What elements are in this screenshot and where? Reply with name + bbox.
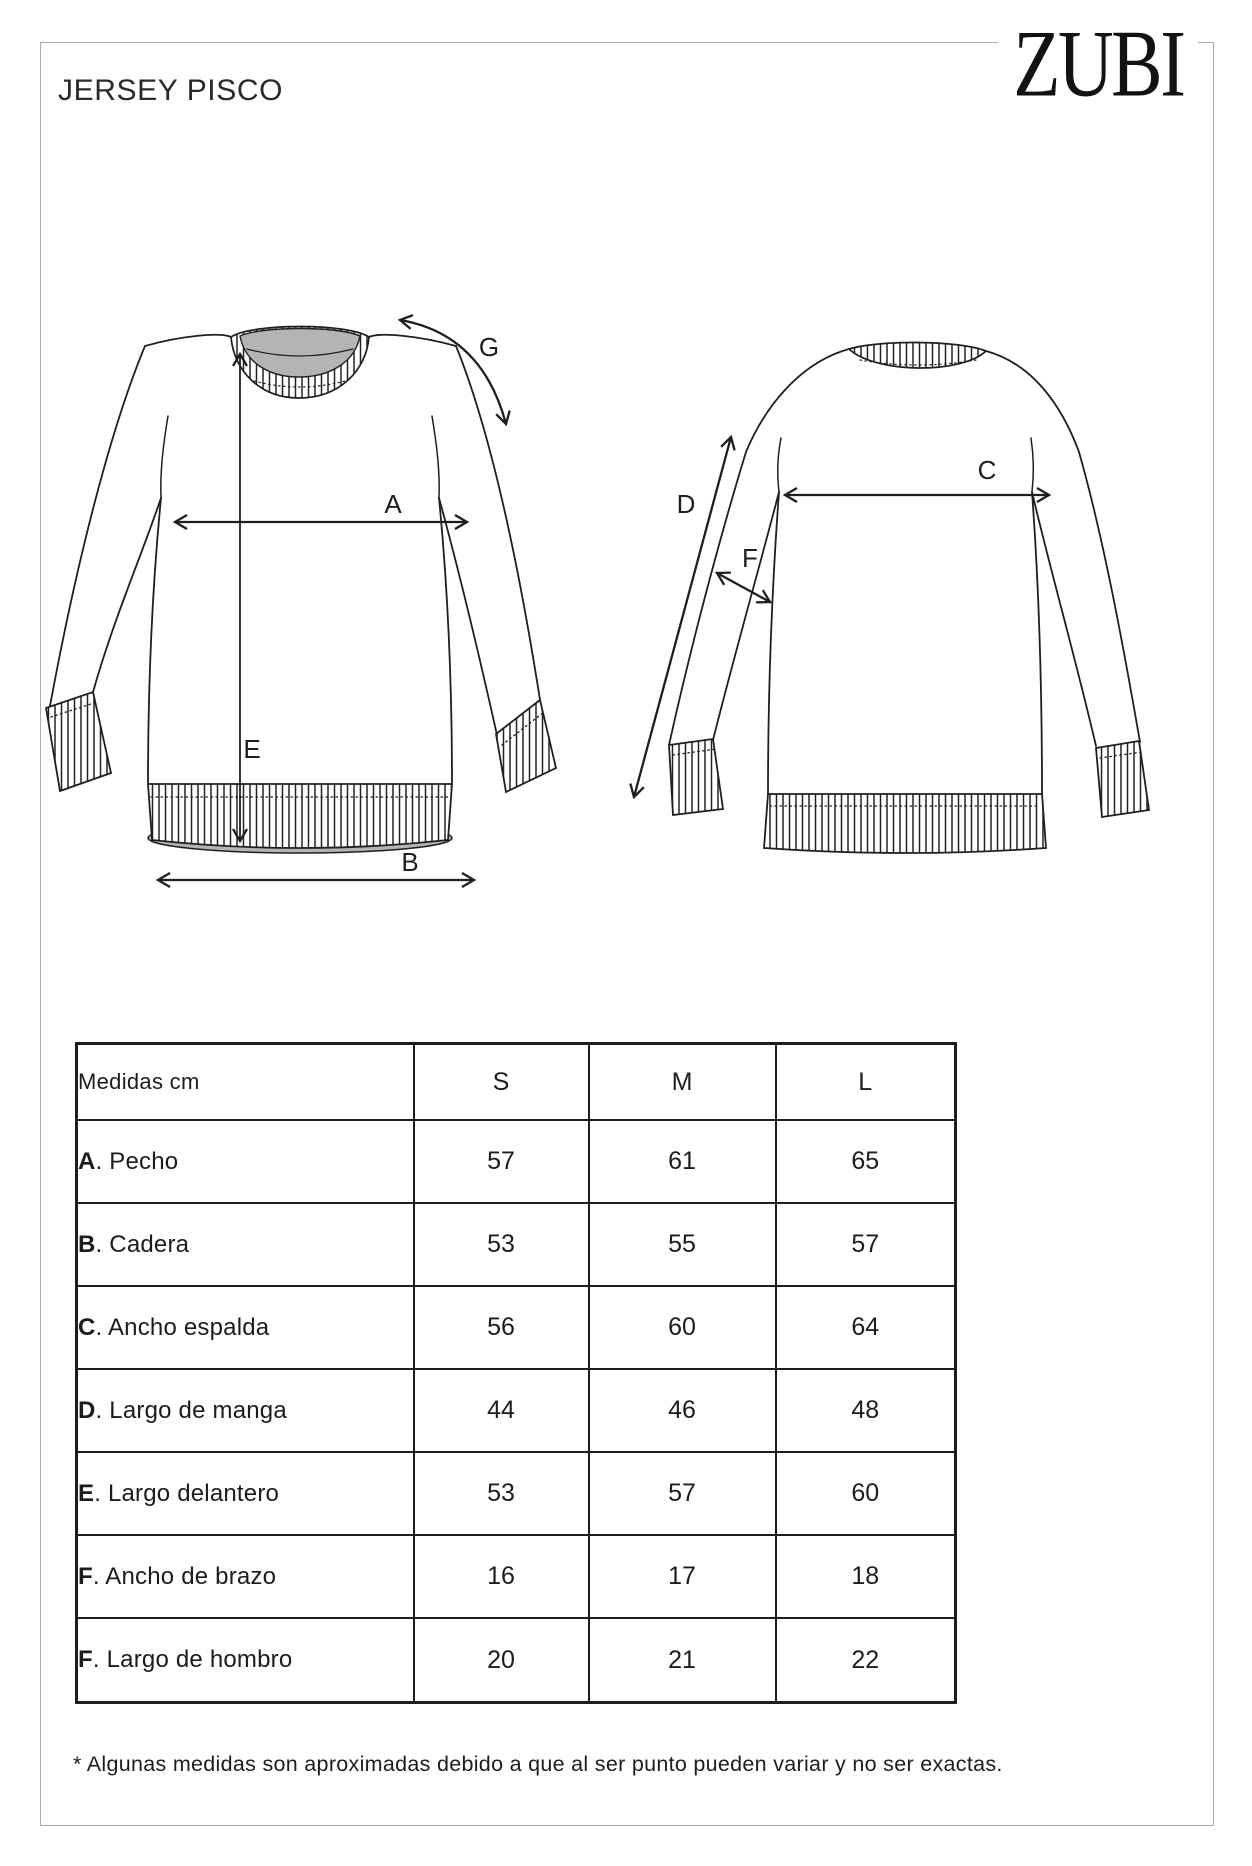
table-row bbox=[77, 1120, 956, 1203]
table-row bbox=[77, 1535, 956, 1618]
brand-logo bbox=[998, 8, 1198, 117]
value-cell: 55 bbox=[589, 1203, 776, 1286]
row-label-ancho-brazo: F. Ancho de brazo bbox=[77, 1535, 414, 1618]
dim-arrow-F bbox=[717, 573, 770, 602]
row-label-largo-hombro: F. Largo de hombro bbox=[77, 1618, 414, 1702]
brand-logo-text: ZUBI bbox=[1012, 9, 1184, 117]
table-row bbox=[77, 1203, 956, 1286]
back-left-cuff bbox=[669, 739, 723, 815]
table-row bbox=[77, 1286, 956, 1369]
approximation-footnote: * Algunas medidas son aproximadas debido a que al ser punto pueden variar y no ser exactas. bbox=[73, 1752, 1003, 1776]
back-hem-rib bbox=[764, 794, 1046, 853]
value-cell: 18 bbox=[776, 1535, 956, 1618]
value-cell: 44 bbox=[414, 1369, 589, 1452]
table-row bbox=[77, 1369, 956, 1452]
back-collar-rib bbox=[849, 342, 986, 368]
back-body-right-edge bbox=[1032, 492, 1042, 794]
unit-header-cell: Medidas cm bbox=[77, 1044, 414, 1121]
front-left-shoulder bbox=[145, 335, 231, 346]
front-body-left-edge bbox=[148, 498, 161, 784]
value-cell: 57 bbox=[589, 1452, 776, 1535]
label-E: E bbox=[243, 734, 261, 764]
label-C: C bbox=[977, 455, 997, 485]
label-D: D bbox=[676, 489, 696, 519]
value-cell: 53 bbox=[414, 1203, 589, 1286]
label-B: B bbox=[401, 847, 419, 877]
back-right-armhole-seam bbox=[1031, 438, 1033, 492]
product-title: JERSEY PISCO bbox=[58, 74, 284, 107]
value-cell: 64 bbox=[776, 1286, 956, 1369]
value-cell: 53 bbox=[414, 1452, 589, 1535]
back-left-armhole-seam bbox=[778, 438, 781, 492]
row-label-largo-manga: D. Largo de manga bbox=[77, 1369, 414, 1452]
size-col-s: S bbox=[414, 1044, 589, 1121]
row-label-pecho: A. Pecho bbox=[77, 1120, 414, 1203]
front-left-sleeve bbox=[50, 346, 145, 706]
back-right-sleeve bbox=[1079, 452, 1140, 742]
back-body-left-edge bbox=[768, 492, 779, 794]
back-left-shoulder bbox=[746, 349, 849, 452]
table-row bbox=[77, 1452, 956, 1535]
row-label-cadera: B. Cadera bbox=[77, 1203, 414, 1286]
value-cell: 57 bbox=[776, 1203, 956, 1286]
front-hem-rib bbox=[148, 784, 452, 848]
value-cell: 17 bbox=[589, 1535, 776, 1618]
value-cell: 21 bbox=[589, 1618, 776, 1702]
value-cell: 57 bbox=[414, 1120, 589, 1203]
value-cell: 16 bbox=[414, 1535, 589, 1618]
back-right-shoulder bbox=[986, 351, 1079, 452]
value-cell: 46 bbox=[589, 1369, 776, 1452]
size-col-l: L bbox=[776, 1044, 956, 1121]
front-left-armhole-seam bbox=[161, 416, 168, 498]
label-F: F bbox=[742, 543, 758, 573]
front-right-armhole-seam bbox=[432, 416, 439, 498]
front-view-drawing bbox=[46, 320, 556, 880]
front-right-shoulder bbox=[369, 335, 456, 346]
value-cell: 56 bbox=[414, 1286, 589, 1369]
table-row bbox=[77, 1618, 956, 1702]
table-header-row bbox=[77, 1044, 956, 1121]
value-cell: 65 bbox=[776, 1120, 956, 1203]
value-cell: 48 bbox=[776, 1369, 956, 1452]
label-A: A bbox=[384, 489, 402, 519]
value-cell: 61 bbox=[589, 1120, 776, 1203]
value-cell: 60 bbox=[776, 1452, 956, 1535]
front-left-cuff bbox=[46, 692, 111, 791]
size-col-m: M bbox=[589, 1044, 776, 1121]
value-cell: 20 bbox=[414, 1618, 589, 1702]
value-cell: 22 bbox=[776, 1618, 956, 1702]
row-label-ancho-espalda: C. Ancho espalda bbox=[77, 1286, 414, 1369]
label-G: G bbox=[478, 332, 500, 362]
measurements-table bbox=[75, 1042, 957, 1704]
row-label-largo-delantero: E. Largo delantero bbox=[77, 1452, 414, 1535]
back-view-drawing bbox=[634, 342, 1149, 853]
front-right-cuff bbox=[496, 700, 556, 792]
value-cell: 60 bbox=[589, 1286, 776, 1369]
